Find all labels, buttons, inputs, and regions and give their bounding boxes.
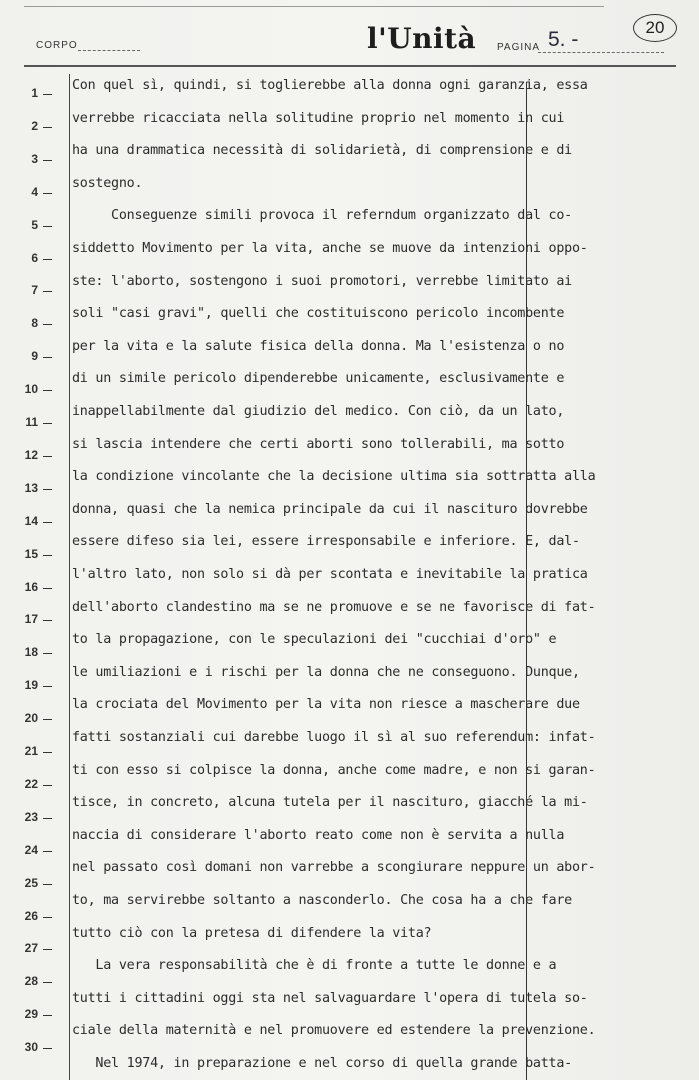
text-line: [0, 990, 699, 1022]
line-number: 16: [24, 579, 38, 594]
line-number: 24: [24, 842, 38, 857]
pagina-field-line: [538, 52, 664, 53]
line-number-dash: [43, 1015, 52, 1016]
line-text: ste: l'aborto, sostengono i suoi promotori, verrebbe limitato ai: [72, 273, 572, 289]
line-number: 6: [31, 250, 38, 265]
text-line: [0, 175, 699, 199]
line-number-dash: [43, 785, 52, 786]
text-line: [0, 730, 699, 758]
text-line: [0, 534, 699, 561]
line-text: Con quel sì, quindi, si toglierebbe alla donna ogni garanzia, essa: [72, 78, 588, 93]
line-number: 19: [24, 678, 38, 693]
line-number-dash: [43, 851, 52, 852]
line-text: ha una drammatica necessità di solidarietà, di comprensione e di: [72, 143, 572, 159]
line-number-dash: [43, 127, 52, 128]
line-number: 28: [24, 974, 38, 989]
line-text: le umiliazioni e i rischi per la donna che ne conseguono. Dunque,: [72, 664, 580, 680]
line-number: 3: [31, 151, 38, 166]
line-text: l'altro lato, non solo si dà per scontata e inevitabile la pratica: [72, 567, 588, 582]
line-text: Nel 1974, in preparazione e nel corso di quella grande batta-: [72, 1056, 572, 1071]
line-text: Conseguenze simili provoca il referndum organizzato dal co-: [72, 208, 572, 224]
line-number: 29: [24, 1007, 38, 1022]
line-number-dash: [43, 259, 52, 260]
line-number-dash: [43, 949, 52, 950]
line-text: siddetto Movimento per la vita, anche se muove da intenzioni oppo-: [72, 241, 588, 256]
line-number: 26: [24, 908, 38, 923]
line-number-dash: [43, 357, 52, 358]
line-number: 2: [31, 118, 38, 133]
text-line: [0, 306, 699, 331]
line-number-dash: [43, 423, 52, 424]
text-line: [0, 208, 699, 232]
line-number: 18: [24, 645, 38, 660]
line-text: donna, quasi che la nemica principale da cui il nascituro dovrebbe: [72, 501, 588, 517]
text-line: [0, 697, 699, 726]
line-number-dash: [43, 719, 52, 720]
line-text: sostegno.: [72, 175, 143, 191]
line-number-dash: [43, 818, 52, 819]
corpo-label: CORPO: [36, 40, 78, 51]
line-number-dash: [43, 522, 52, 523]
line-text: la condizione vincolante che la decisione ultima sia sottratta alla: [72, 469, 596, 485]
line-number: 20: [24, 711, 38, 726]
line-text: to la propagazione, con le speculazioni dei "cucchiai d'oro" e: [72, 632, 557, 648]
top-edge-rule: [24, 6, 604, 7]
line-text: naccia di considerare l'aborto reato come non è servita a nulla: [72, 827, 565, 843]
line-number: 15: [24, 546, 38, 561]
line-number-dash: [43, 1048, 52, 1049]
line-text: tutti i cittadini oggi sta nel salvaguardare l'opera di tutela so-: [72, 990, 588, 1006]
line-number-dash: [43, 982, 52, 983]
line-number-dash: [43, 686, 52, 687]
corpo-field-line: [78, 50, 140, 51]
text-line: [0, 371, 699, 397]
line-number-dash: [43, 884, 52, 885]
line-number: 21: [24, 744, 38, 758]
line-number: 1: [31, 86, 38, 100]
line-number-dash: [43, 226, 52, 227]
line-text: tisce, in concreto, alcuna tutela per il nascituro, giacché la mi-: [72, 795, 588, 811]
line-text: verrebbe ricacciata nella solitudine proprio nel momento in cui: [72, 110, 565, 126]
line-number: 5: [31, 217, 38, 232]
text-line: [0, 632, 699, 660]
line-text: La vera responsabilità che è di fronte a tutte le donne e a: [72, 958, 557, 974]
text-line: [0, 273, 699, 298]
line-number: 13: [24, 480, 38, 495]
text-line: [0, 143, 699, 166]
line-number: 27: [24, 941, 38, 956]
line-number-dash: [43, 291, 52, 292]
text-line: [0, 501, 699, 528]
text-line: [0, 404, 699, 429]
text-line: [0, 1056, 699, 1076]
text-line: [0, 241, 699, 265]
line-text: dell'aborto clandestino ma se ne promuove e se ne favorisce di fat-: [72, 599, 596, 615]
line-number-dash: [43, 752, 52, 753]
line-number: 7: [31, 283, 38, 298]
text-line: [0, 762, 699, 791]
header-rule: [24, 65, 676, 67]
line-number-dash: [43, 555, 52, 556]
pagina-label: PAGINA: [497, 42, 541, 53]
circled-page-reference: [633, 14, 677, 42]
line-number-dash: [43, 917, 52, 918]
line-text: essere difeso sia lei, essere irresponsabile e inferiore. E, dal-: [72, 534, 580, 550]
text-line: [0, 664, 699, 693]
line-number: 22: [24, 776, 38, 791]
line-text: di un simile pericolo dipenderebbe unicamente, esclusivamente e: [72, 371, 565, 387]
text-line: [0, 827, 699, 857]
text-line: [0, 958, 699, 989]
line-text: si lascia intendere che certi aborti sono tollerabili, ma sotto: [72, 436, 565, 452]
line-number: 8: [31, 316, 38, 331]
line-number-dash: [43, 456, 52, 457]
line-number: 4: [31, 184, 38, 199]
line-number: 17: [24, 612, 38, 627]
text-line: [0, 893, 699, 923]
line-number: 23: [24, 809, 38, 824]
text-line: [0, 599, 699, 627]
line-number: 10: [24, 382, 38, 397]
text-line: [0, 111, 699, 131]
text-line: [0, 567, 699, 594]
line-number-dash: [43, 94, 52, 95]
line-number: 9: [31, 349, 38, 364]
text-line: [0, 925, 699, 956]
line-number: 25: [24, 875, 38, 890]
line-number-dash: [43, 489, 52, 490]
line-number-dash: [43, 193, 52, 194]
line-number: 14: [24, 513, 38, 528]
text-line: [0, 469, 699, 495]
line-number-dash: [43, 620, 52, 621]
text-line: [0, 1023, 699, 1055]
line-number-dash: [43, 588, 52, 589]
line-number: 30: [24, 1040, 38, 1055]
text-line: [0, 860, 699, 890]
line-text: soli "casi gravi", quelli che costituiscono pericolo incombente: [72, 306, 565, 322]
masthead-title: l'Unità: [367, 22, 477, 55]
text-line: [0, 78, 699, 98]
line-text: tutto ciò con la pretesa di difendere la vita?: [72, 925, 432, 941]
line-text: nel passato così domani non varrebbe a scongiurare neppure un abor-: [72, 860, 596, 876]
line-number: 12: [24, 447, 38, 462]
text-line: [0, 436, 699, 462]
line-text: fatti sostanziali cui darebbe luogo il sì al suo referendum: infat-: [72, 730, 596, 745]
line-number-dash: [43, 390, 52, 391]
line-text: per la vita e la salute fisica della donna. Ma l'esistenza o no: [72, 338, 565, 354]
line-text: la crociata del Movimento per la vita non riesce a mascherare due: [72, 697, 580, 713]
line-number-dash: [43, 160, 52, 161]
line-text: to, ma servirebbe soltanto a nasconderlo. Che cosa ha a che fare: [72, 893, 572, 908]
pagina-value: 5. -: [548, 28, 579, 51]
reference-number: 20: [645, 18, 665, 37]
line-text: ciale della maternità e nel promuovere ed estendere la prevenzione.: [72, 1023, 596, 1039]
line-text: ti con esso si colpisce la donna, anche come madre, e non si garan-: [72, 762, 596, 778]
text-line: [0, 338, 699, 364]
line-text: inappellabilmente dal giudizio del medico. Con ciò, da un lato,: [72, 404, 565, 419]
text-line: [0, 795, 699, 824]
line-number-dash: [43, 653, 52, 654]
line-number: 11: [25, 415, 38, 429]
line-number-dash: [43, 324, 52, 325]
